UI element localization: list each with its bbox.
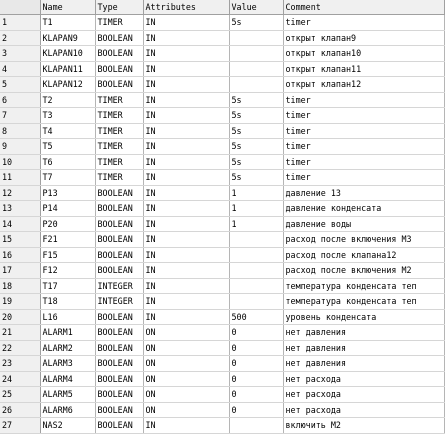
type-cell[interactable]: TIMER <box>95 154 143 170</box>
attributes-cell[interactable]: IN <box>143 294 229 310</box>
table-row[interactable] <box>0 278 444 294</box>
row-number-cell[interactable]: 8 <box>0 123 40 139</box>
comment-cell[interactable]: давление конденсата <box>283 201 444 217</box>
value-cell[interactable]: 5s <box>229 92 283 108</box>
row-number-cell[interactable]: 9 <box>0 139 40 155</box>
value-cell[interactable]: 5s <box>229 108 283 124</box>
value-cell[interactable] <box>229 77 283 93</box>
comment-cell[interactable]: расход после включения М3 <box>283 232 444 248</box>
type-cell[interactable]: INTEGER <box>95 278 143 294</box>
type-cell[interactable]: TIMER <box>95 123 143 139</box>
type-cell[interactable]: TIMER <box>95 15 143 31</box>
name-cell[interactable]: ALARM2 <box>40 340 95 356</box>
type-cell[interactable]: BOOLEAN <box>95 263 143 279</box>
value-cell[interactable]: 1 <box>229 216 283 232</box>
comment-cell[interactable]: открыт клапан12 <box>283 77 444 93</box>
row-number-cell[interactable]: 24 <box>0 371 40 387</box>
row-number-cell[interactable]: 15 <box>0 232 40 248</box>
type-cell[interactable]: BOOLEAN <box>95 402 143 418</box>
type-cell[interactable]: BOOLEAN <box>95 30 143 46</box>
comment-cell[interactable]: timer <box>283 92 444 108</box>
table-header-row <box>0 0 444 15</box>
table-row[interactable] <box>0 247 444 263</box>
table-row[interactable] <box>0 77 444 93</box>
table-row[interactable] <box>0 139 444 155</box>
name-cell[interactable]: T5 <box>40 139 95 155</box>
type-cell[interactable]: BOOLEAN <box>95 61 143 77</box>
value-cell[interactable]: 0 <box>229 387 283 403</box>
attributes-cell[interactable]: ON <box>143 371 229 387</box>
name-cell[interactable]: KLAPAN11 <box>40 61 95 77</box>
row-number-cell[interactable]: 19 <box>0 294 40 310</box>
table-row[interactable] <box>0 340 444 356</box>
comment-cell[interactable]: расход после включения М2 <box>283 263 444 279</box>
type-cell[interactable]: INTEGER <box>95 294 143 310</box>
name-cell[interactable]: T17 <box>40 278 95 294</box>
value-cell[interactable]: 5s <box>229 154 283 170</box>
table-row[interactable] <box>0 294 444 310</box>
value-cell[interactable]: 1 <box>229 201 283 217</box>
comment-cell[interactable]: температура конденсата теп <box>283 278 444 294</box>
name-cell[interactable]: F21 <box>40 232 95 248</box>
comment-cell[interactable]: нет расхода <box>283 402 444 418</box>
attributes-cell[interactable]: IN <box>143 185 229 201</box>
row-number-cell[interactable]: 1 <box>0 15 40 31</box>
comment-cell[interactable]: timer <box>283 15 444 31</box>
name-cell[interactable]: ALARM5 <box>40 387 95 403</box>
header-corner-cell[interactable] <box>0 0 40 15</box>
row-number-cell[interactable]: 7 <box>0 108 40 124</box>
value-cell[interactable]: 5s <box>229 170 283 186</box>
value-cell[interactable] <box>229 263 283 279</box>
name-cell[interactable]: T6 <box>40 154 95 170</box>
attributes-cell[interactable]: IN <box>143 92 229 108</box>
type-cell[interactable]: TIMER <box>95 170 143 186</box>
attributes-cell[interactable]: ON <box>143 325 229 341</box>
comment-cell[interactable]: timer <box>283 123 444 139</box>
attributes-cell[interactable]: IN <box>143 216 229 232</box>
value-cell[interactable]: 0 <box>229 402 283 418</box>
value-cell[interactable] <box>229 30 283 46</box>
comment-cell[interactable]: нет давления <box>283 340 444 356</box>
table-row[interactable] <box>0 185 444 201</box>
header-comment[interactable]: Comment <box>283 0 444 15</box>
table-row[interactable] <box>0 309 444 325</box>
type-cell[interactable]: BOOLEAN <box>95 325 143 341</box>
attributes-cell[interactable]: IN <box>143 108 229 124</box>
value-cell[interactable]: 0 <box>229 356 283 372</box>
type-cell[interactable]: BOOLEAN <box>95 77 143 93</box>
type-cell[interactable]: BOOLEAN <box>95 356 143 372</box>
attributes-cell[interactable]: IN <box>143 263 229 279</box>
attributes-cell[interactable]: IN <box>143 154 229 170</box>
comment-cell[interactable]: timer <box>283 170 444 186</box>
value-cell[interactable] <box>229 46 283 62</box>
comment-cell[interactable]: нет давления <box>283 356 444 372</box>
table-row[interactable] <box>0 201 444 217</box>
name-cell[interactable]: T7 <box>40 170 95 186</box>
value-cell[interactable] <box>229 278 283 294</box>
comment-cell[interactable]: timer <box>283 154 444 170</box>
attributes-cell[interactable]: IN <box>143 309 229 325</box>
table-row[interactable] <box>0 356 444 372</box>
row-number-cell[interactable]: 20 <box>0 309 40 325</box>
table-body <box>0 15 444 434</box>
row-number-cell[interactable]: 6 <box>0 92 40 108</box>
name-cell[interactable]: KLAPAN10 <box>40 46 95 62</box>
type-cell[interactable]: BOOLEAN <box>95 387 143 403</box>
row-number-cell[interactable]: 27 <box>0 418 40 434</box>
table-row[interactable] <box>0 170 444 186</box>
comment-cell[interactable]: открыт клапан10 <box>283 46 444 62</box>
table-row[interactable] <box>0 387 444 403</box>
table-row[interactable] <box>0 154 444 170</box>
row-number-cell[interactable]: 10 <box>0 154 40 170</box>
row-number-cell[interactable]: 13 <box>0 201 40 217</box>
table-row[interactable] <box>0 418 444 434</box>
value-cell[interactable]: 5s <box>229 123 283 139</box>
attributes-cell[interactable]: IN <box>143 170 229 186</box>
row-number-cell[interactable]: 3 <box>0 46 40 62</box>
table-row[interactable] <box>0 325 444 341</box>
name-cell[interactable]: T3 <box>40 108 95 124</box>
row-number-cell[interactable]: 5 <box>0 77 40 93</box>
row-number-cell[interactable]: 22 <box>0 340 40 356</box>
attributes-cell[interactable]: ON <box>143 402 229 418</box>
attributes-cell[interactable]: IN <box>143 139 229 155</box>
table-row[interactable] <box>0 61 444 77</box>
type-cell[interactable]: BOOLEAN <box>95 216 143 232</box>
value-cell[interactable] <box>229 247 283 263</box>
name-cell[interactable]: ALARM4 <box>40 371 95 387</box>
comment-cell[interactable]: нет давления <box>283 325 444 341</box>
row-number-cell[interactable]: 12 <box>0 185 40 201</box>
table-row[interactable] <box>0 108 444 124</box>
type-cell[interactable]: BOOLEAN <box>95 201 143 217</box>
attributes-cell[interactable]: IN <box>143 61 229 77</box>
type-cell[interactable]: BOOLEAN <box>95 371 143 387</box>
value-cell[interactable] <box>229 294 283 310</box>
header-type[interactable]: Type <box>95 0 143 15</box>
comment-cell[interactable]: timer <box>283 139 444 155</box>
type-cell[interactable]: BOOLEAN <box>95 247 143 263</box>
attributes-cell[interactable]: ON <box>143 356 229 372</box>
attributes-cell[interactable]: IN <box>143 77 229 93</box>
type-cell[interactable]: BOOLEAN <box>95 340 143 356</box>
table-row[interactable] <box>0 371 444 387</box>
row-number-cell[interactable]: 4 <box>0 61 40 77</box>
row-number-cell[interactable]: 14 <box>0 216 40 232</box>
row-number-cell[interactable]: 2 <box>0 30 40 46</box>
row-number-cell[interactable]: 23 <box>0 356 40 372</box>
type-cell[interactable]: BOOLEAN <box>95 309 143 325</box>
name-cell[interactable]: P20 <box>40 216 95 232</box>
value-cell[interactable] <box>229 418 283 434</box>
attributes-cell[interactable]: ON <box>143 340 229 356</box>
value-cell[interactable]: 1 <box>229 185 283 201</box>
name-cell[interactable]: T2 <box>40 92 95 108</box>
attributes-cell[interactable]: IN <box>143 232 229 248</box>
table-row[interactable] <box>0 216 444 232</box>
type-cell[interactable]: BOOLEAN <box>95 46 143 62</box>
name-cell[interactable]: F12 <box>40 263 95 279</box>
name-cell[interactable]: KLAPAN12 <box>40 77 95 93</box>
row-number-cell[interactable]: 25 <box>0 387 40 403</box>
attributes-cell[interactable]: IN <box>143 201 229 217</box>
row-number-cell[interactable]: 11 <box>0 170 40 186</box>
attributes-cell[interactable]: IN <box>143 278 229 294</box>
name-cell[interactable]: L16 <box>40 309 95 325</box>
comment-cell[interactable]: нет расхода <box>283 387 444 403</box>
table-row[interactable] <box>0 263 444 279</box>
table-row[interactable] <box>0 46 444 62</box>
type-cell[interactable]: BOOLEAN <box>95 185 143 201</box>
name-cell[interactable]: NAS2 <box>40 418 95 434</box>
row-number-cell[interactable]: 26 <box>0 402 40 418</box>
type-cell[interactable]: BOOLEAN <box>95 418 143 434</box>
table-row[interactable] <box>0 232 444 248</box>
name-cell[interactable]: P13 <box>40 185 95 201</box>
header-name[interactable]: Name <box>40 0 95 15</box>
comment-cell[interactable]: открыт клапан9 <box>283 30 444 46</box>
table-row[interactable] <box>0 92 444 108</box>
value-cell[interactable]: 0 <box>229 340 283 356</box>
row-number-cell[interactable]: 16 <box>0 247 40 263</box>
table-row[interactable] <box>0 15 444 31</box>
attributes-cell[interactable]: IN <box>143 418 229 434</box>
header-attributes[interactable]: Attributes <box>143 0 229 15</box>
comment-cell[interactable]: уровень конденсата <box>283 309 444 325</box>
name-cell[interactable]: F15 <box>40 247 95 263</box>
name-cell[interactable]: ALARM6 <box>40 402 95 418</box>
value-cell[interactable] <box>229 232 283 248</box>
name-cell[interactable]: T4 <box>40 123 95 139</box>
name-cell[interactable]: KLAPAN9 <box>40 30 95 46</box>
name-cell[interactable]: P14 <box>40 201 95 217</box>
value-cell[interactable]: 0 <box>229 371 283 387</box>
name-cell[interactable]: ALARM1 <box>40 325 95 341</box>
type-cell[interactable]: TIMER <box>95 108 143 124</box>
value-cell[interactable]: 5s <box>229 139 283 155</box>
comment-cell[interactable]: открыт клапан11 <box>283 61 444 77</box>
comment-cell[interactable]: расход после клапана12 <box>283 247 444 263</box>
name-cell[interactable]: ALARM3 <box>40 356 95 372</box>
row-number-cell[interactable]: 17 <box>0 263 40 279</box>
row-number-cell[interactable]: 21 <box>0 325 40 341</box>
table-row[interactable] <box>0 123 444 139</box>
table-row[interactable] <box>0 30 444 46</box>
attributes-cell[interactable]: IN <box>143 123 229 139</box>
comment-cell[interactable]: давление воды <box>283 216 444 232</box>
type-cell[interactable]: BOOLEAN <box>95 232 143 248</box>
row-number-cell[interactable]: 18 <box>0 278 40 294</box>
value-cell[interactable]: 5s <box>229 15 283 31</box>
attributes-cell[interactable]: IN <box>143 30 229 46</box>
name-cell[interactable]: T1 <box>40 15 95 31</box>
comment-cell[interactable]: timer <box>283 108 444 124</box>
attributes-cell[interactable]: IN <box>143 247 229 263</box>
attributes-cell[interactable]: IN <box>143 46 229 62</box>
value-cell[interactable] <box>229 61 283 77</box>
comment-cell[interactable]: нет расхода <box>283 371 444 387</box>
comment-cell[interactable]: давление 13 <box>283 185 444 201</box>
type-cell[interactable]: TIMER <box>95 92 143 108</box>
header-value[interactable]: Value <box>229 0 283 15</box>
value-cell[interactable]: 0 <box>229 325 283 341</box>
comment-cell[interactable]: температура конденсата теп <box>283 294 444 310</box>
attributes-cell[interactable]: ON <box>143 387 229 403</box>
type-cell[interactable]: TIMER <box>95 139 143 155</box>
value-cell[interactable]: 500 <box>229 309 283 325</box>
comment-cell[interactable]: включить М2 <box>283 418 444 434</box>
name-cell[interactable]: T18 <box>40 294 95 310</box>
attributes-cell[interactable]: IN <box>143 15 229 31</box>
table-row[interactable] <box>0 402 444 418</box>
